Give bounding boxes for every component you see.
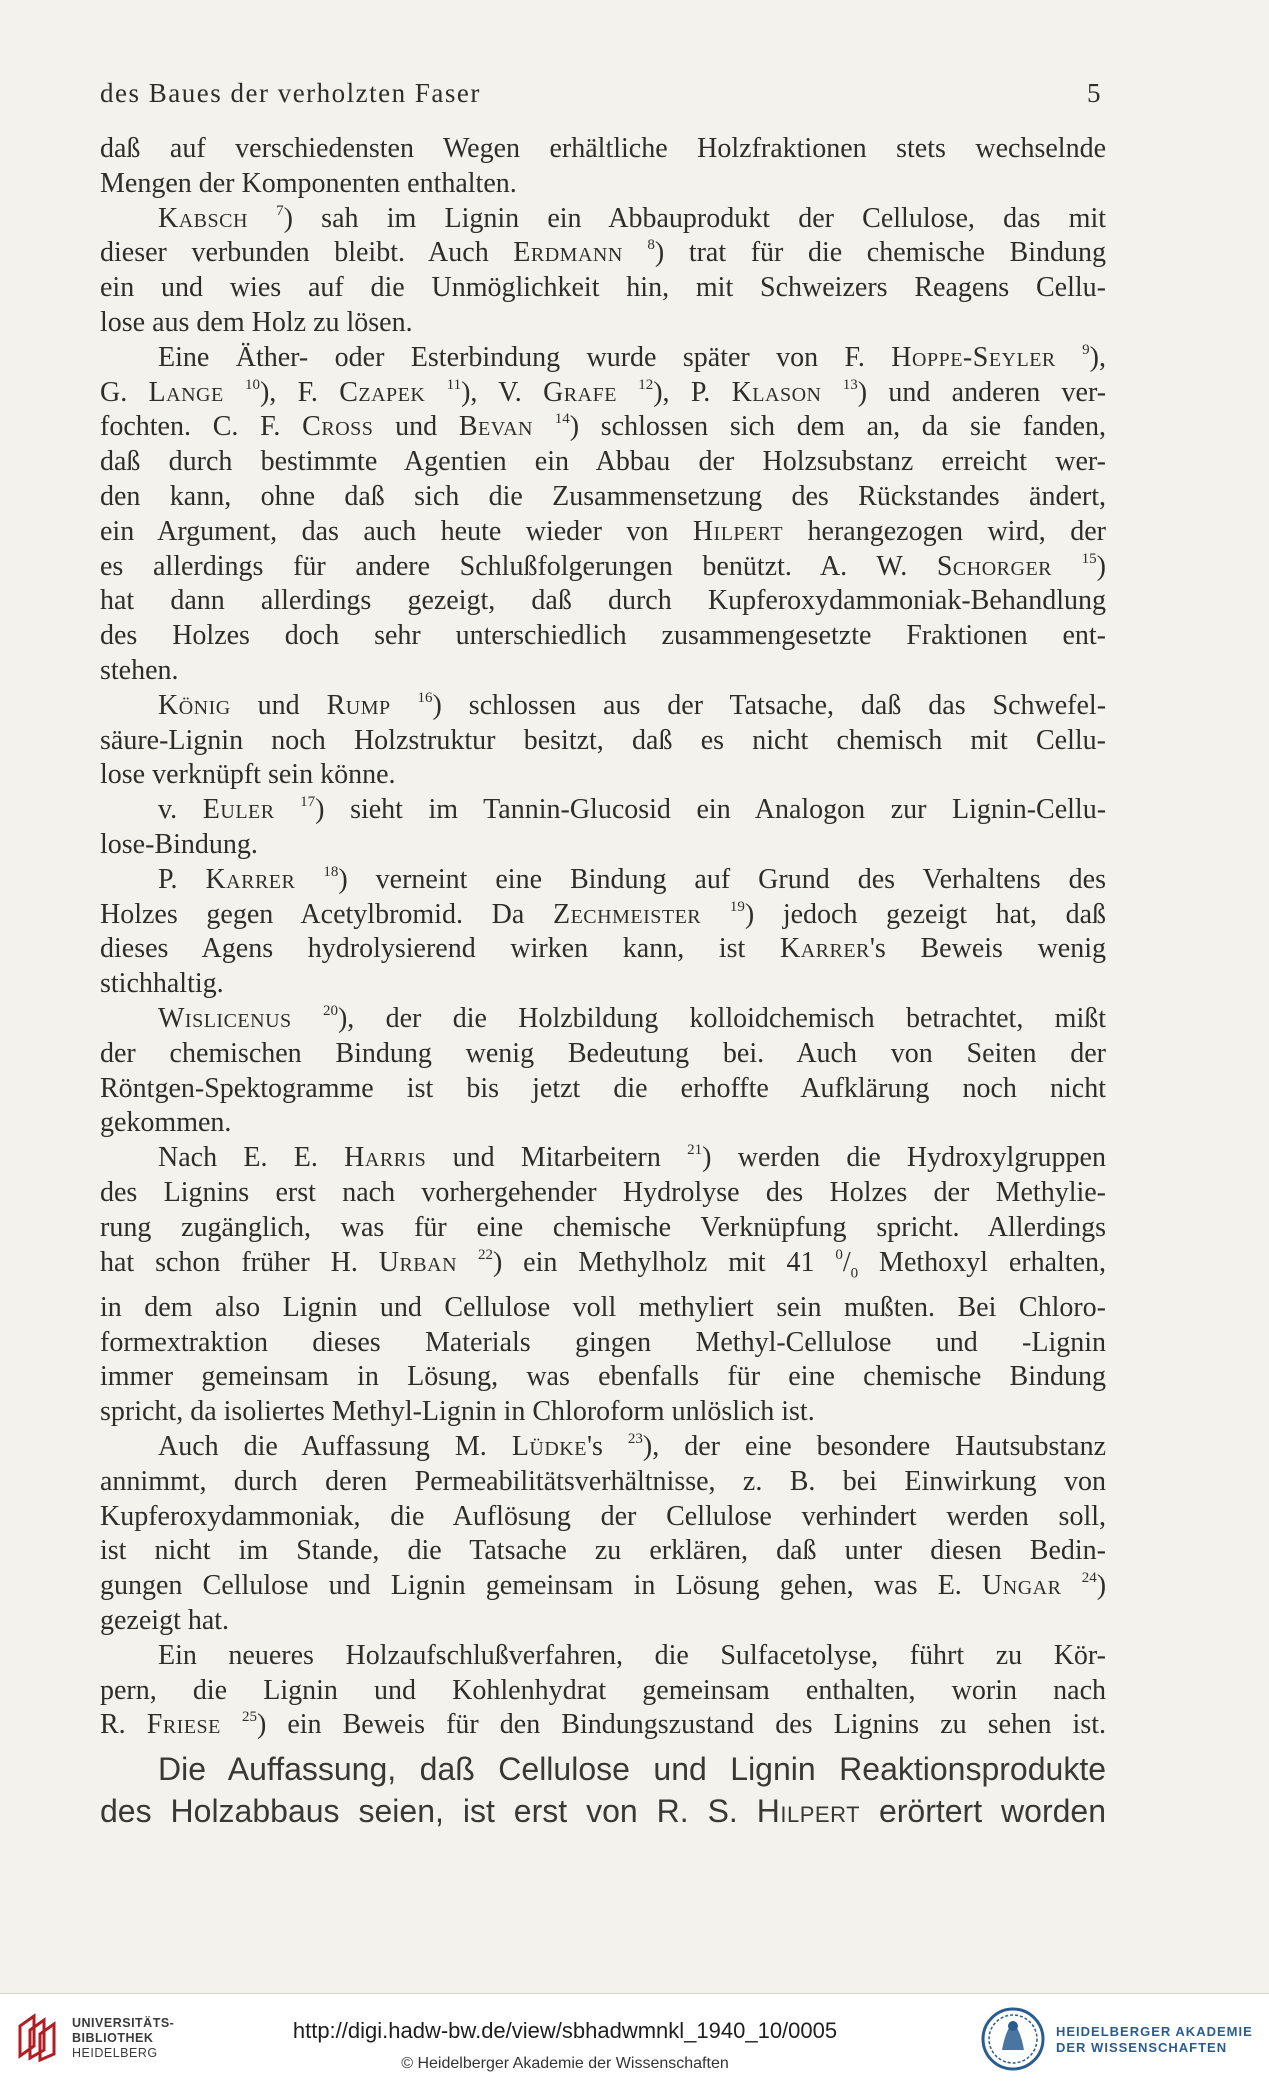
source-url-link[interactable]: http://digi.hadw-bw.de/view/sbhadwmnkl_1940_10/0005 bbox=[292, 2018, 838, 2043]
page-number: 5 bbox=[1087, 78, 1102, 108]
closing-paragraph: Die Auffassung, daß Cellulose und Lignin Reaktionsprodukte des Holzabbaus seien, ist erst von R. S. Hilpert erörtert worden bbox=[100, 1751, 1107, 1829]
copyright-notice: © Heidelberger Akademie der Wissenschaften bbox=[401, 2055, 729, 2072]
university-library-name: UNIVERSITÄTS- BIBLIOTHEK HEIDELBERG bbox=[72, 2016, 175, 2060]
university-library-logo-icon bbox=[12, 2012, 62, 2062]
academy-name: HEIDELBERGER AKADEMIE DER WISSENSCHAFTEN bbox=[1056, 2024, 1253, 2055]
body-text: daß auf verschiedensten Wegen erhältliche Holzfraktionen stets wechselnde Mengen der Komponenten enthalten. Kabsch $^7$) sah im Lignin ein Abbauprodukt der Cellulose, das mit dieser verbunden bleibt. Auch Erdmann $^8$) trat für die chemische Bindung ein und wies auf die Unmöglichkeit hin, mit Schweizers Reagens Cellu- lose aus dem Holz zu lösen. Eine Äther- oder Esterbindung wurde später von F. Hoppe-Seyler $^9$), G. Lange $^{10}$), F. Czapek $^{11}$), V. Grafe $^{12}$), P. Klason $^{13}$) und anderen ver- fochten. C. F. Cross und Bevan $^{14}$) schlossen sich dem an, da sie fanden, daß durch bestimmte Agentien ein Abbau der Holzsubstanz erreicht wer- den kann, ohne daß sich die Zusammensetzung des Rückstandes ändert, ein Argument, das auch heute wieder von Hilpert herangezogen wird, der es allerdings für andere Schlußfolgerungen benützt. A. W. Schorger $^{15}$) hat dann allerdings gezeigt, daß durch Kupferoxydammoniak-Behandlung des Holzes doch sehr unterschiedlich zusammengesetzte Fraktionen ent- stehen. König und Rump $^{16}$) schlossen aus der Tatsache, daß das Schwefel- säure-Lignin noch Holzstruktur besitzt, daß es nicht chemisch mit Cellu- lose verknüpft sein könne. v. Euler $^{17}$) sieht im Tannin-Glucosid ein Analogon zur Lignin-Cellu- lose-Bindung. P. Karrer $^{18}$) verneint eine Bindung auf Grund des Verhaltens des Holzes gegen Acetylbromid. Da Zechmeister $^{19}$) jedoch gezeigt hat, daß dieses Agens hydrolysierend wirken kann, ist Karrer's Beweis wenig stichhaltig. Wislicenus $^{20}$), der die Holzbildung kolloidchemisch betrachtet, mißt der chemischen Bindung wenig Bedeutung bei. Auch von Seiten der Röntgen-Spektogramme ist bis jetzt die erhoffte Aufklärung noch nicht gekommen. Nach E. E. Harris und Mitarbeitern $^{21}$) werden die Hydroxylgruppen des Lignins erst nach vorhergehender Hydrolyse des Holzes der Methylie- rung zugänglich, was für eine chemische Verknüpfung spricht. Allerdings hat schon früher H. Urban $^{22}$) ein Methylholz mit 41 $^0/_0$ Methoxyl erhalten, in dem also Lignin und Cellulose voll methyliert sein mußten. Bei Chloro- formextraktion dieses Materials gingen Methyl-Cellulose und -Lignin immer gemeinsam in Lösung, was ebenfalls für eine chemische Bindung spricht, da isoliertes Methyl-Lignin in Chloroform unlöslich ist. Auch die Auffassung M. Lüdke's $^{23}$), der eine besondere Hautsubstanz annimmt, durch deren Permeabilitätsverhältnisse, z. B. bei Einwirkung von Kupferoxydammoniak, die Auflösung der Cellulose verhindert werden soll, ist nicht im Stande, die Tatsache zu erklären, daß unter diesen Bedin- gungen Cellulose und Lignin gemeinsam in Lösung gehen, was E. Ungar $^{24}$) gezeigt hat. Ein neueres Holzaufschlußverfahren, die Sulfacetolyse, führt zu Kör- pern, die Lignin und Kohlenhydrat gemeinsam enthalten, worin nach R. Friese $^{25}$) ein Beweis für den Bindungszustand des Lignins zu sehen ist. bbox=[100, 133, 1107, 1741]
digitization-footer bbox=[0, 1993, 1269, 2085]
academy-seal-icon bbox=[980, 2006, 1046, 2072]
running-head: des Baues der verholzten Faser bbox=[100, 78, 481, 108]
